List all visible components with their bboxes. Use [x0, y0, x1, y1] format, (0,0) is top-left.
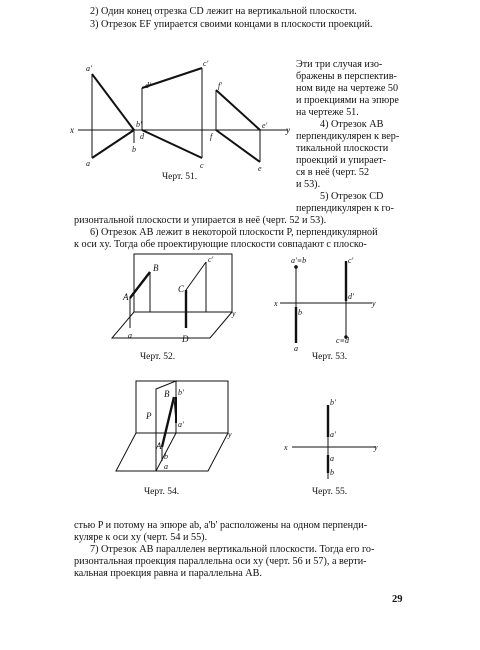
text-line: ризонтальная проекция параллельна оси xy (черт. 56 и 57), а верти-: [74, 556, 367, 567]
svg-text:b: b: [164, 452, 168, 461]
figure-54-caption: Черт. 54.: [144, 487, 180, 497]
text-line: перпендикулярен к вер-: [296, 131, 400, 142]
svg-text:y: y: [228, 430, 232, 439]
text-line: 5) Отрезок CD: [320, 191, 384, 202]
text-line: ризонтальной плоскости и упирается в неё (черт. 52 и 53).: [74, 215, 327, 226]
svg-text:c': c': [208, 255, 214, 264]
figure-55-caption: Черт. 55.: [312, 487, 348, 497]
svg-text:B: B: [164, 389, 170, 399]
text-line: ся в неё (черт. 52: [296, 167, 370, 178]
svg-text:y: y: [374, 443, 378, 452]
svg-text:x: x: [284, 443, 288, 452]
svg-text:y: y: [286, 125, 290, 135]
figure-52-caption: Черт. 52.: [140, 352, 176, 362]
svg-text:d: d: [140, 132, 144, 141]
figure-52-drawing: [110, 250, 250, 350]
text-line: тикальной плоскости: [296, 143, 389, 154]
figure-51-caption: Черт. 51.: [162, 172, 198, 182]
text-line: бражены в перспектив-: [296, 71, 397, 82]
svg-text:a: a: [164, 462, 168, 471]
svg-text:c: c: [200, 161, 204, 170]
svg-text:P: P: [146, 411, 152, 421]
svg-text:c': c': [203, 59, 209, 68]
text-line: 2) Один конец отрезка CD лежит на вертикальной плоскости.: [90, 6, 357, 17]
svg-text:e: e: [258, 164, 262, 173]
text-line: стью P и потому на эпюре ab, a'b' расположены на одном перпенди-: [74, 520, 368, 531]
svg-text:b: b: [132, 145, 136, 154]
svg-text:x: x: [70, 125, 74, 135]
text-line: 4) Отрезок AB: [320, 119, 384, 130]
svg-text:d': d': [145, 81, 151, 90]
svg-text:D: D: [182, 334, 189, 344]
text-line: и проекциями на эпюре: [296, 95, 399, 106]
svg-text:c≡d: c≡d: [336, 336, 349, 345]
svg-text:a: a: [128, 331, 132, 340]
svg-text:C: C: [178, 284, 185, 294]
text-line: кальная проекция равна и параллельна AB.: [74, 568, 262, 579]
text-line: 7) Отрезок AB параллелен вертикальной плоскости. Тогда его го-: [90, 544, 375, 555]
svg-text:c': c': [348, 256, 354, 265]
figure-53-drawing: [274, 255, 386, 353]
svg-text:a': a': [330, 430, 336, 439]
svg-text:b: b: [298, 308, 302, 317]
svg-text:y: y: [372, 299, 376, 308]
text-line: ном виде на чертеже 50: [296, 83, 399, 94]
svg-text:A: A: [156, 441, 162, 451]
figure-55-drawing: [284, 395, 384, 485]
svg-text:f': f': [218, 81, 222, 90]
text-line: на чертеже 51.: [296, 107, 359, 118]
svg-text:A: A: [123, 292, 129, 302]
svg-text:d': d': [348, 292, 354, 301]
svg-text:b: b: [330, 468, 334, 477]
svg-text:B: B: [153, 263, 159, 273]
svg-text:x: x: [274, 299, 278, 308]
text-line: куляре к оси xy (черт. 54 и 55).: [74, 532, 208, 543]
text-line: к оси xy. Тогда обе проектирующие плоскости совпадают с плоско-: [74, 239, 367, 250]
svg-text:y: y: [232, 309, 236, 318]
svg-text:a': a': [86, 64, 92, 73]
svg-text:a'≡b: a'≡b: [291, 256, 307, 265]
svg-text:a': a': [178, 420, 184, 429]
text-line: проекций и упирает-: [296, 155, 387, 166]
page-number: 29: [392, 594, 403, 605]
figure-51-drawing: [70, 58, 295, 188]
svg-text:f: f: [210, 132, 213, 141]
svg-text:a: a: [86, 159, 90, 168]
text-line: 6) Отрезок AB лежит в некоторой плоскости P, перпендикулярной: [90, 227, 378, 238]
svg-text:b': b': [330, 398, 336, 407]
svg-text:b': b': [178, 388, 184, 397]
text-line: Эти три случая изо-: [296, 59, 383, 70]
svg-text:a: a: [294, 344, 298, 353]
text-line: 3) Отрезок EF упирается своими концами в плоскости проекций.: [90, 19, 373, 30]
figure-53-caption: Черт. 53.: [312, 352, 348, 362]
svg-text:a: a: [330, 454, 334, 463]
figure-54-drawing: [112, 375, 242, 485]
text-line: и 53).: [296, 179, 321, 190]
svg-text:b': b': [136, 120, 142, 129]
svg-text:e': e': [262, 121, 268, 130]
text-line: перпендикулярен к го-: [296, 203, 394, 214]
